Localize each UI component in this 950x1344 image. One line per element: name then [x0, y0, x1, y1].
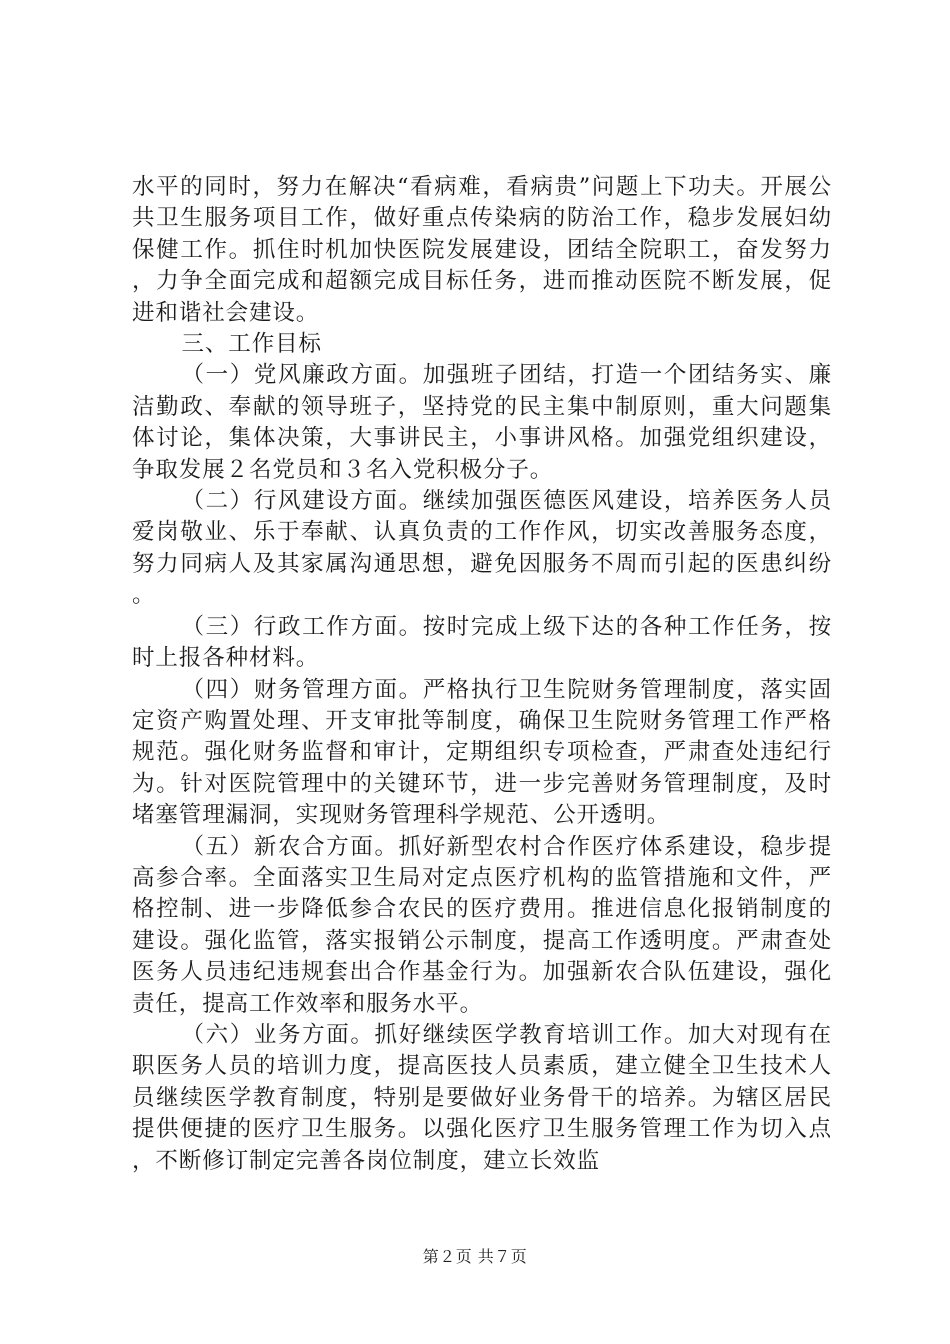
paragraph-business: （六）业务方面。抓好继续医学教育培训工作。加大对现有在职医务人员的培训力度，提高医技人员素质，建立健全卫生技术人员继续医学教育制度，特别是要做好业务骨干的培养。为辖区居民提供便捷的医疗卫生服务。以强化医疗卫生服务管理工作为切入点，不断修订制定完善各岗位制度，建立长效监 [132, 1021, 832, 1174]
paragraph-continuation: 水平的同时，努力在解决“看病难，看病贵”问题上下功夫。开展公共卫生服务项目工作，做好重点传染病的防治工作，稳步发展妇幼保健工作。抓住时机加快医院发展建设，团结全院职工，奋发努力，力争全面完成和超额完成目标任务，进而推动医院不断发展，促进和谐社会建设。 [132, 174, 832, 326]
document-body [132, 172, 832, 1177]
paragraph-party-conduct: （一）党风廉政方面。加强班子团结，打造一个团结务实、廉洁勤政、奉献的领导班子，坚持党的民主集中制原则，重大问题集体讨论，集体决策，大事讲民主，小事讲风格。加强党组织建设，争取发展２名党员和３名入党积极分子。 [132, 362, 832, 483]
page-number-footer: 第２页 共７页 [422, 1247, 528, 1266]
paragraph-rural-cooperative-medical: （五）新农合方面。抓好新型农村合作医疗体系建设，稳步提高参合率。全面落实卫生局对定点医疗机构的监管措施和文件，严格控制、进一步降低参合农民的医疗费用。推进信息化报销制度的建设。强化监管，落实报销公示制度，提高工作透明度。严肃查处医务人员违纪违规套出合作基金行为。加强新农合队伍建设，强化责任，提高工作效率和服务水平。 [132, 833, 832, 1017]
paragraph-administration: （三）行政工作方面。按时完成上级下达的各种工作任务，按时上报各种材料。 [132, 613, 832, 672]
section-heading-work-goals: 三、工作目标 [181, 331, 322, 358]
paragraph-finance: （四）财务管理方面。严格执行卫生院财务管理制度，落实固定资产购置处理、开支审批等制度，确保卫生院财务管理工作严格规范。强化财务监督和审计，定期组织专项检查，严肃查处违纪行为。针对医院管理中的关键环节，进一步完善财务管理制度，及时堵塞管理漏洞，实现财务管理科学规范、公开透明。 [132, 676, 832, 829]
paragraph-industry-conduct: （二）行风建设方面。继续加强医德医风建设，培养医务人员爱岗敬业、乐于奉献、认真负责的工作作风，切实改善服务态度，努力同病人及其家属沟通思想，避免因服务不周而引起的医患纠纷。 [132, 488, 832, 609]
